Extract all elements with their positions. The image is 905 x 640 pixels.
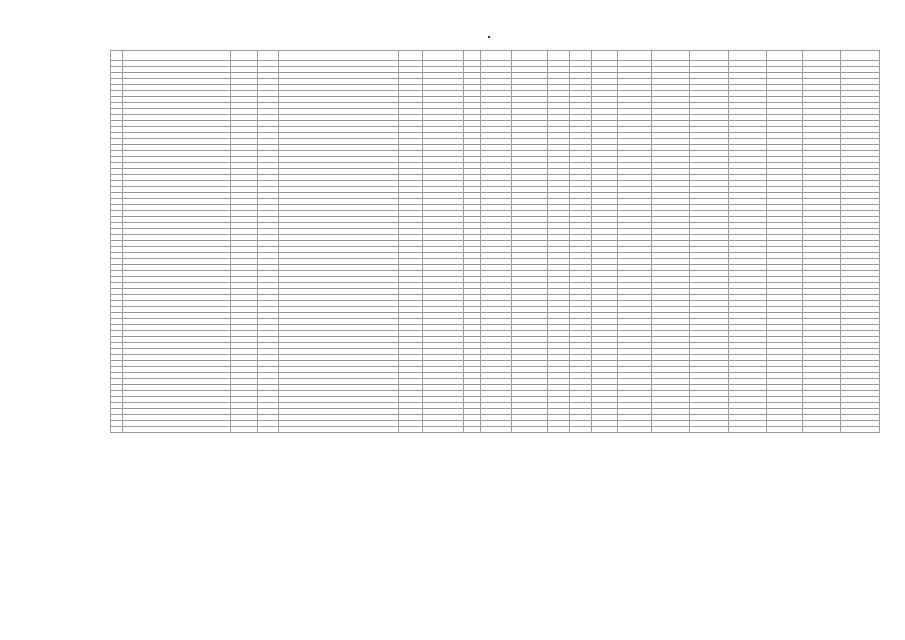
header-cell [279,51,399,61]
table-cell [728,427,766,433]
header-cell [423,51,464,61]
header-cell [464,51,481,61]
table-cell [766,427,802,433]
table-cell [690,427,728,433]
budget-table [110,50,880,433]
table-cell [481,427,512,433]
table-cell [569,427,591,433]
table-row [111,427,880,433]
header-cell [591,51,617,61]
table-cell [399,427,423,433]
table-cell [591,427,617,433]
header-cell [651,51,689,61]
header-cell [257,51,279,61]
table-cell [123,427,231,433]
table-cell [464,427,481,433]
table-cell [257,427,279,433]
table-cell [548,427,570,433]
table-cell [651,427,689,433]
page-mark [488,36,490,38]
header-cell [766,51,802,61]
table-cell [279,427,399,433]
table-cell [423,427,464,433]
table-cell [803,427,841,433]
header-cell [123,51,231,61]
header-cell [231,51,257,61]
header-cell [111,51,123,61]
header-cell [399,51,423,61]
header-cell [841,51,880,61]
table-cell [231,427,257,433]
table-header-row [111,51,880,61]
header-cell [728,51,766,61]
table-cell [841,427,880,433]
table-body [111,61,880,433]
header-cell [569,51,591,61]
header-cell [618,51,652,61]
table-cell [111,427,123,433]
header-cell [548,51,570,61]
header-cell [512,51,548,61]
header-cell [803,51,841,61]
table-cell [512,427,548,433]
header-cell [481,51,512,61]
table-cell [618,427,652,433]
header-cell [690,51,728,61]
